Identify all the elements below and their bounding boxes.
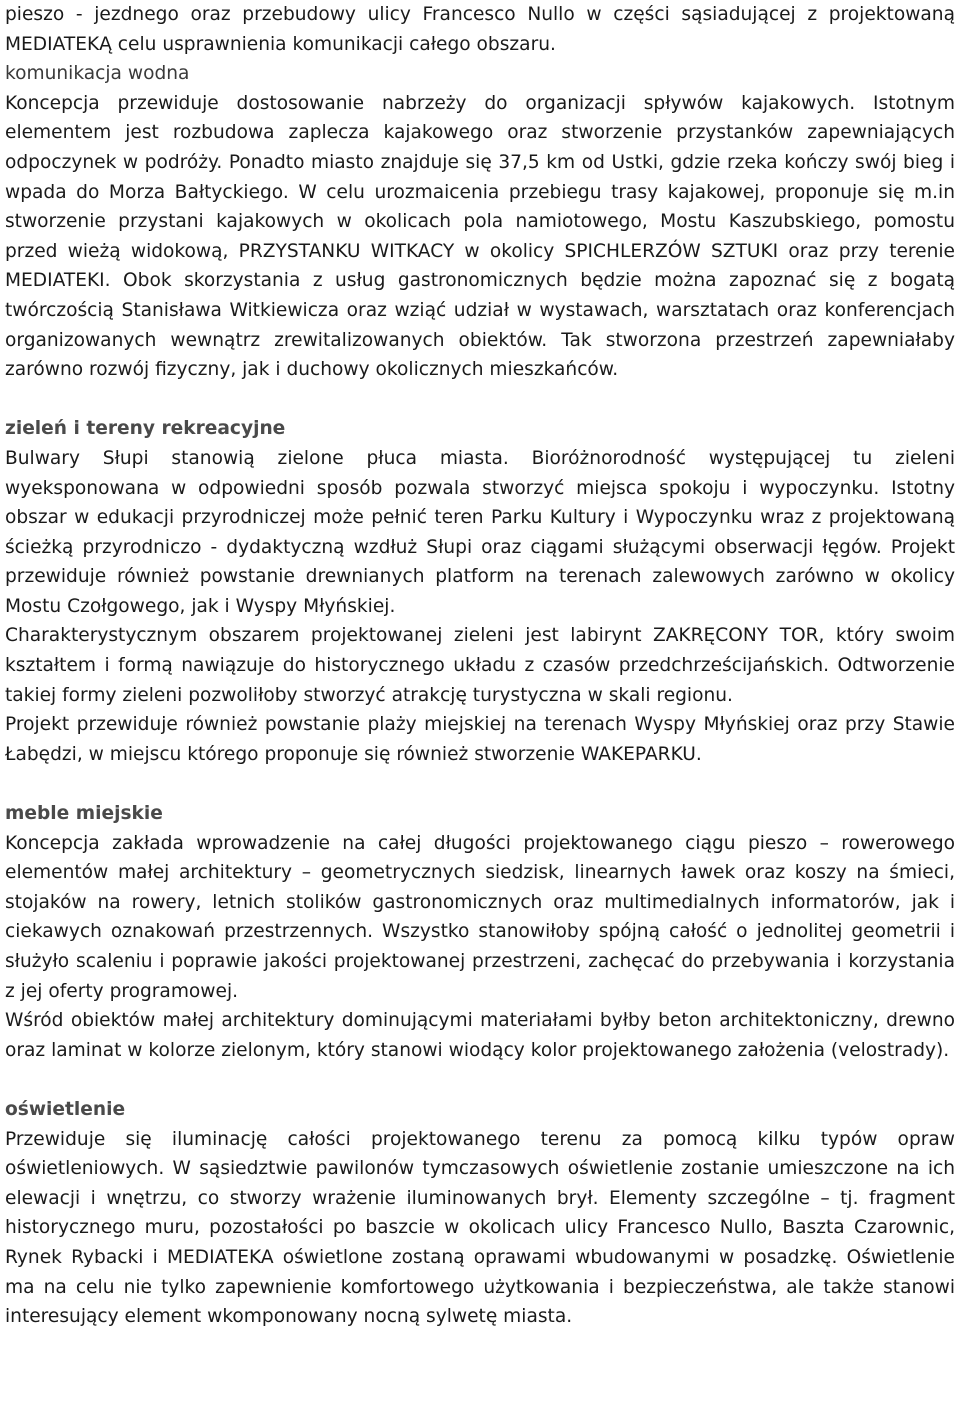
water-text-d: Obok skorzystania z usług gastronomicznych będzie można zapoznać się z bogatą twórczością Stanisława Witkiewicza oraz wziąć udział w wystawach, warsztatach oraz konferencjach organizowanych wewnątrz zrewitalizowanych obiektów. [5,270,956,351]
green-paragraph-3: Projekt przewiduje również powstanie plaży miejskiej na terenach Wyspy Młyńskiej oraz przy Stawie Łabędzi, w miejscu którego proponuje się również stworzenie WAKEPARKU. [5,714,955,765]
intro-paragraph: pieszo - jezdnego oraz przebudowy ulicy Francesco Nullo w części sąsiadującej z projektowaną MEDIATEKĄ celu usprawnienia komunikacji całego obszaru. [5,4,955,55]
heading-water-communication: komunikacja wodna [5,63,190,85]
green-paragraph-2: Charakterystycznym obszarem projektowanej zieleni jest labirynt ZAKRĘCONY TOR, który swoim kształtem i formą nawiązuje do historycznego układu z czasów przedchrześcijańskich. Odtworzenie takiej formy zieleni pozwoliłoby stworzyć atrakcję turystyczna w skali regionu. [5,625,955,706]
water-text-e: Tak stworzona przestrzeń zapewniałaby zarówno rozwój fizyczny, jak i duchowy okolicznych mieszkańców. [5,329,955,381]
lighting-paragraph: Przewiduje się iluminację całości projektowanego terenu za pomocą kilku typów opraw oświetleniowych. W sąsiedztwie pawilonów tymczasowych oświetlenie zostanie umieszczone na ich elewacji i wnętrzu, co stworzy wrażenie iluminowanych brył. Elementy szczególne – tj. fragment historycznego muru, pozostałości po baszcie w okolicach ulicy Francesco Nullo, Baszta Czarownic, Rynek Rybacki i MEDIATEKA oświetlone zostaną oprawami wbudowanymi w posadzkę. Oświetlenie ma na celu nie tylko zapewnienie komfortowego użytkowania i bezpieczeństwa, ale także stanowi interesujący element wkomponowany nocną sylwetę miasta. [5,1128,955,1328]
green-paragraph-1 [5,444,955,622]
furniture-paragraph-1: Koncepcja zakłada wprowadzenie na całej długości projektowanego ciągu pieszo – rowerowego elementów małej architektury – geometrycznych siedzisk, linearnych ławek oraz koszy na śmieci, stojaków na rowery, letnich stolików gastronomicznych oraz multimedialnych informatorów, jak i ciekawych oznakowań przestrzennych. Wszystko stanowiłoby spójną całość o jednolitej geometrii i służyło scaleniu i poprawie jakości projektowanej przestrzeni, zachęcać do przebywania i korzystania z jej oferty programowej. [5,832,955,1002]
water-paragraph [5,89,955,385]
heading-lighting: oświetlenie [5,1098,126,1120]
spacer [5,385,955,415]
furniture-paragraph-2: Wśród obiektów małej architektury dominującymi materiałami byłby beton architektoniczny, drewno oraz laminat w kolorze zielonym, który stanowi wiodący kolor projektowanego założenia (velostrady). [5,1010,955,1061]
water-text-b: Ponadto miasto znajduje się 37,5 km od Ustki, gdzie rzeka kończy swój bieg i wpada do Morza Bałtyckiego. [5,151,955,203]
document-page [5,0,955,1332]
green-text-b: Bioróżnorodność występującej tu zieleni wyeksponowana w odpowiedni sposób pozwala stworzyć miejsca spokoju i wypoczynku. Istotny obszar w edukacji przyrodniczej może pełnić teren Parku Kultury i Wypoczynku wraz z projektowaną ścieżką przyrodniczo - dydaktyczną wzdłuż Słupi oraz ciągami służącymi obserwacji łęgów. [5,447,955,558]
water-text-a: Koncepcja przewiduje dostosowanie nabrzeży do organizacji spływów kajakowych. Istotnym elementem jest rozbudowa zaplecza kajakowego oraz stworzenie przystanków zapewniających odpoczynek w podróży. [5,92,955,173]
green-text-c: Projekt przewiduje również powstanie drewnianych platform na terenach zalewowych zarówno w okolicy Mostu Czołgowego, jak i Wyspy Młyńskiej. [5,536,955,617]
spacer [5,769,955,799]
heading-green-areas: zieleń i tereny rekreacyjne [5,418,286,440]
spacer [5,1065,955,1095]
green-text-a: Bulwary Słupi stanowią zielone płuca miasta. [5,447,509,469]
heading-city-furniture: meble miejskie [5,803,163,825]
water-text-c: W celu urozmaicenia przebiegu trasy kajakowej, proponuje się m.in stworzenie przystani kajakowych w okolicach pola namiotowego, Mostu Kaszubskiego, pomostu przed wieżą widokową, PRZYSTANKU WITKACY w okolicy SPICHLERZÓW SZTUKI oraz przy terenie MEDIATEKI. [5,181,955,292]
